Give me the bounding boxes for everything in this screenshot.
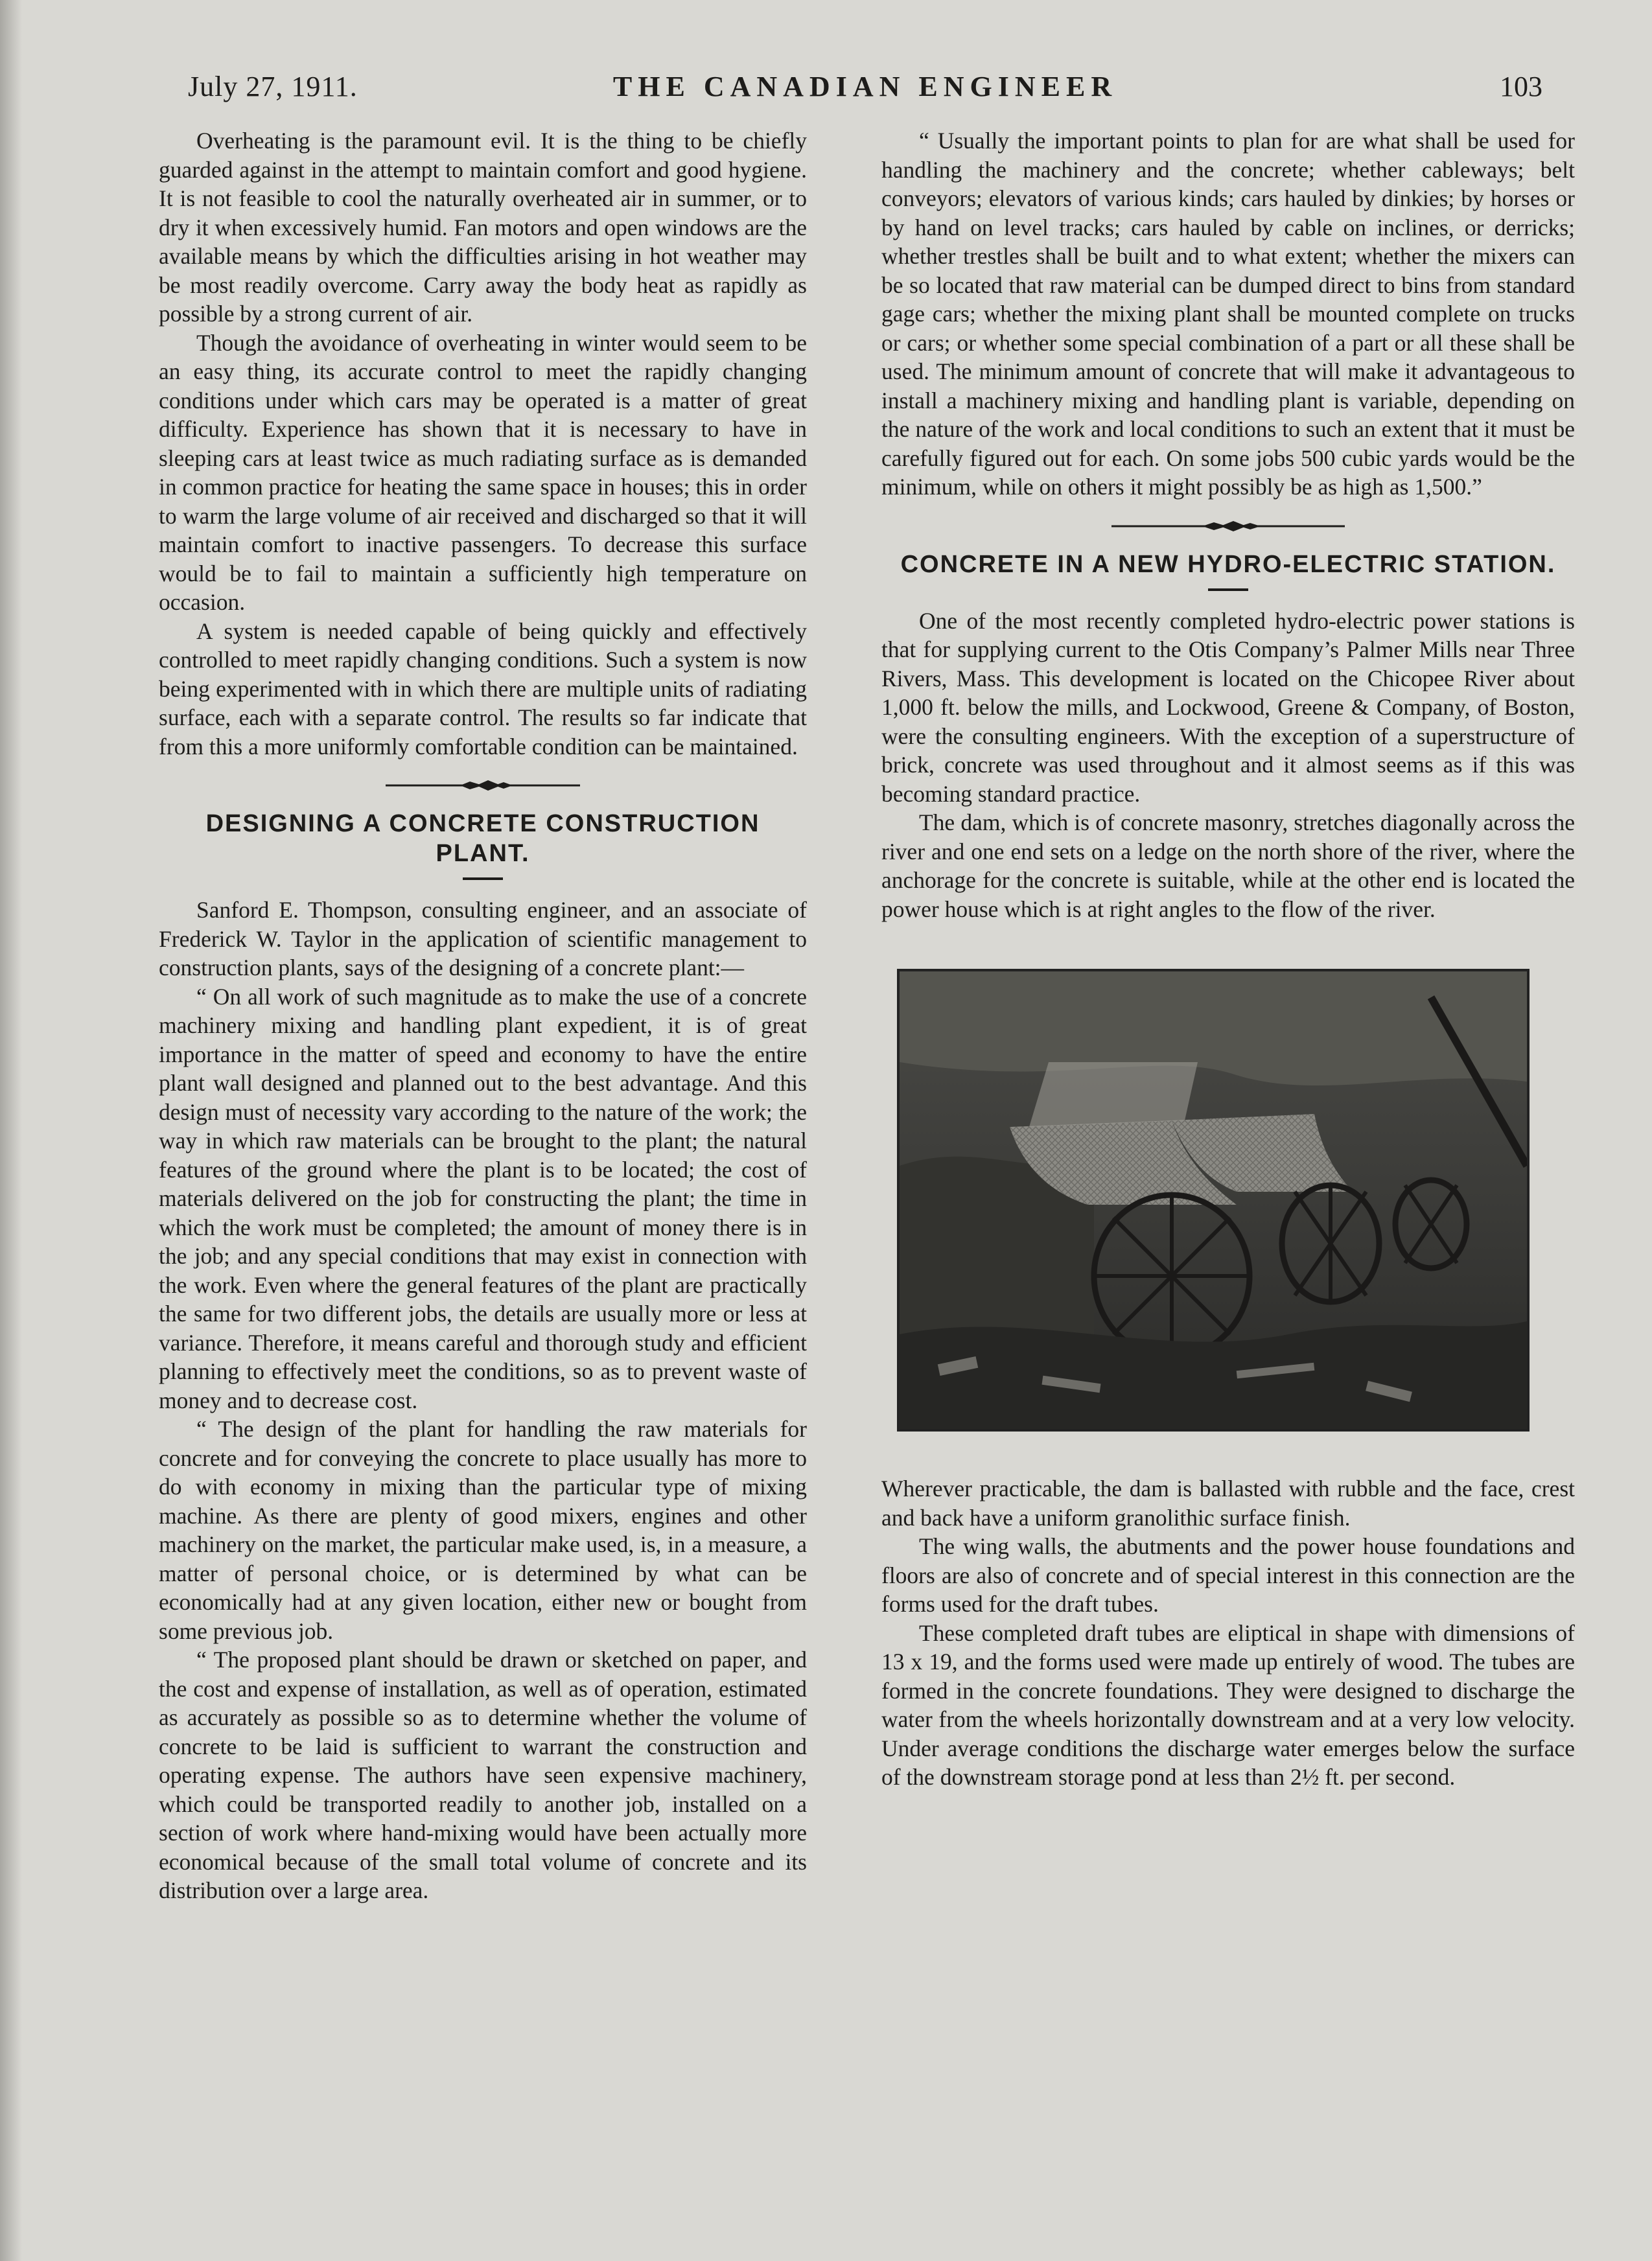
paragraph: Sanford E. Thompson, consulting engineer, and an associate of Frederick W. Taylor in the application of scientific management to construction plants, says of the designing of a concrete plant:— [159,897,807,980]
article-heading: CONCRETE IN A NEW HYDRO-ELECTRIC STATION. [900,550,1556,578]
paragraph: Wherever practicable, the dam is ballasted with rubble and the face, crest and back have a uniform granolithic surface finish. [881,1476,1575,1531]
paragraph: These completed draft tubes are eliptical in shape with dimensions of 13 x 19, and the forms used were made up entirely of wood. The tubes are formed in the concrete foundations. They were designed to discharge the water from the wheels horizontally downstream and at a very low velocity. Under average conditions the discharge water emerges below the surface of the downstream storage pond at less than 2½ ft. per second. [881,1619,1575,1790]
article-heading: DESIGNING A CONCRETE CONSTRUCTION PLANT. [205,810,760,867]
paragraph: “ The design of the plant for handling the raw materials for concrete and for conveying the concrete to place usually has more to do with economy in mixing than the particular type of mixing machine. As there are plenty of good mixers, engines and other machinery on the market, the particular make used, is, in a measure, a matter of personal choice, or is determined by what can be economically had at any given location, either new or bought from some previous job. [159,1416,807,1644]
draft-tube-forms-photo [897,969,1530,1432]
paragraph: A system is needed capable of being quickly and effectively controlled to meet rapidly changing conditions. Such a system is now being experimented with in which there are multiple units of radiating surface, each with a separate control. The results so far indicate that from this a more uniformly comfortable condition can be maintained. [159,618,807,759]
page-spine-shadow [0,0,22,2261]
page-header [188,70,1542,109]
paragraph: “ The proposed plant should be drawn or sketched on paper, and the cost and expense of installation, as well as of operation, estimated as accurately as possible so as to determine whether the volume of concrete to be laid is sufficient to warrant the construction and operating expense. The authors have seen expensive machinery, which could be transported readily to another job, installed on a section of work where hand-mixing would have been actually more economical because of the small total volume of concrete and its distribution over a large area. [159,1647,807,1903]
ornament-divider-icon [386,779,580,792]
header-date: July 27, 1911. [188,71,358,102]
heading-rule [1208,588,1248,591]
paragraph: The wing walls, the abutments and the power house foundations and floors are also of concrete and of special interest in this connection are the forms used for the draft tubes. [881,1533,1575,1617]
right-column [881,126,1575,1792]
paragraph: One of the most recently completed hydro-electric power stations is that for supplying current to the Otis Company’s Palmer Mills near Three Rivers, Mass. This development is located on the Chicopee River about 1,000 ft. below the mills, and Lockwood, Greene & Company, of Boston, were the consulting engineers. With the exception of a superstructure of brick, concrete was used throughout and it almost seems as if this was becoming standard practice. [881,607,1575,807]
ornament-divider-icon [1111,520,1345,533]
publication-title: THE CANADIAN ENGINEER [612,71,1118,102]
paragraph: Overheating is the paramount evil. It is the thing to be chiefly guarded against in the attempt to maintain comfort and good hygiene. It is not feasible to cool the naturally overheated air in summer, or to dry it when excessively humid. Fan motors and open windows are the available means by which the difficulties arising in hot weather may be most readily overcome. Carry away the body heat as rapidly as possible by a strong current of air. [159,128,807,327]
paragraph: “ Usually the important points to plan for are what shall be used for handling the machinery and the concrete; whether cableways; belt conveyors; elevators of various kinds; cars hauled by dinkies; by horses or by hand on level tracks; cars hauled by cable on inclines, or derricks; whether trestles shall be built and to what extent; whether the mixers can be so located that raw material can be dumped direct to bins from standard gage cars; whether the mixing plant shall be mounted complete on trucks or cars; or whether some special combination of a part or all these shall be used. The minimum amount of concrete that will make it advantageous to install a machinery mixing and handling plant is variable, depending on the nature of the work and local conditions to such an extent that it must be carefully figured out for each. On some jobs 500 cubic yards would be the minimum, while on others it might possibly be as high as 1,500.” [881,128,1575,500]
photo-illustration [900,971,1527,1429]
heading-rule [463,877,503,880]
left-column [159,126,807,1905]
page-number: 103 [1500,71,1542,102]
paragraph: “ On all work of such magnitude as to make the use of a concrete machinery mixing and handling plant expedient, it is of great importance in the matter of speed and economy to have the entire plant wall designed and planned out to the best advantage. And this design must of necessity vary according to the nature of the work; the way in which raw materials can be brought to the plant; the natural features of the ground where the plant is to be located; the cost of materials delivered on the job for constructing the plant; the time in which the work must be completed; the amount of money there is in the job; and any special conditions that may exist in connection with the work. Even where the general features of the plant are practically the same for two different jobs, the details are usually more or less at variance. Therefore, it means careful and thorough study and efficient planning to effectively meet the conditions, so as to prevent waste of money and to decrease cost. [159,983,807,1413]
paragraph: Though the avoidance of overheating in winter would seem to be an easy thing, its accurate control to meet the rapidly changing conditions under which cars may be operated is a matter of great difficulty. Experience has shown that it is necessary to have in sleeping cars at least twice as much radiating surface as is demanded in common practice for heating the same space in houses; this in order to warm the large volume of air received and discharged so that it will maintain comfort to inactive passengers. To decrease this surface would be to fail to maintain a sufficiently high temperature on occasion. [159,329,807,615]
paragraph: The dam, which is of concrete masonry, stretches diagonally across the river and one end sets on a ledge on the north shore of the river, where the anchorage for the concrete is suitable, while at the other end is located the power house which is at right angles to the flow of the river. [881,809,1575,922]
